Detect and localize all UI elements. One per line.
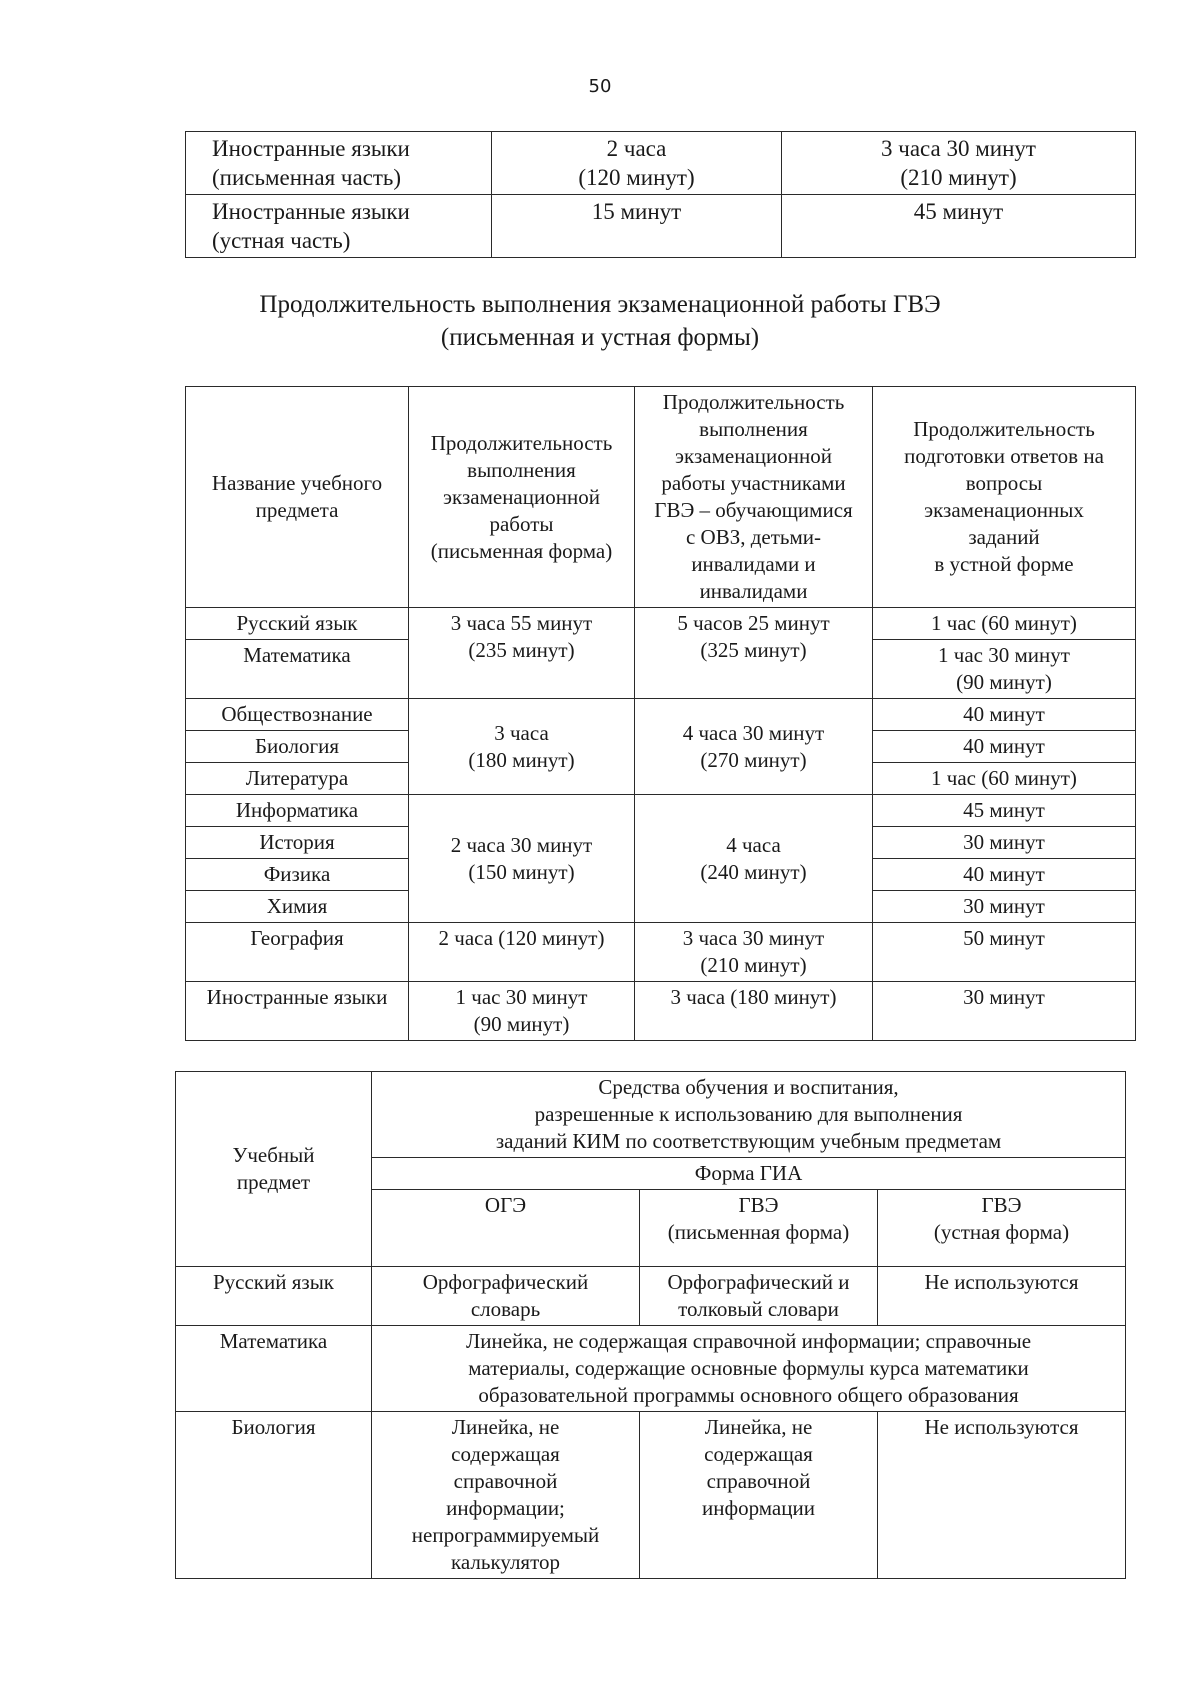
header-cell: Продолжительность выполнения экзаменационной работы (письменная форма): [409, 387, 635, 608]
table-row: [186, 982, 1136, 1041]
subject-header-cell: Учебный предмет: [176, 1072, 372, 1267]
oral-duration-cell: 40 минут: [873, 699, 1136, 731]
means-header-cell: Средства обучения и воспитания, разрешенные к использованию для выполнения заданий КИМ по соответствующим учебным предметам: [372, 1072, 1126, 1158]
heading-line: Продолжительность выполнения экзаменационной работы ГВЭ: [259, 291, 941, 318]
subject-cell: Химия: [186, 891, 409, 923]
means-cell: Орфографический и толковый словари: [640, 1267, 878, 1326]
ovz-duration-cell: 5 часов 25 минут (325 минут): [635, 608, 873, 699]
ovz-duration-cell: 3 часа 30 минут (210 минут): [635, 923, 873, 982]
means-cell: Не используются: [878, 1412, 1126, 1579]
subject-cell: Информатика: [186, 795, 409, 827]
allowed-means-table: [175, 1071, 1126, 1579]
table-row: [186, 195, 1136, 258]
subject-cell: История: [186, 827, 409, 859]
table-row: [186, 795, 1136, 827]
means-cell: Не используются: [878, 1267, 1126, 1326]
header-cell: Название учебного предмета: [186, 387, 409, 608]
oral-duration-cell: 30 минут: [873, 891, 1136, 923]
form-col-cell: ГВЭ (устная форма): [878, 1190, 1126, 1267]
foreign-languages-duration-table: [185, 131, 1136, 258]
subject-cell: Биология: [186, 731, 409, 763]
duration-cell: 15 минут: [492, 195, 782, 258]
header-cell: Продолжительность подготовки ответов на вопросы экзаменационных заданий в устной форме: [873, 387, 1136, 608]
table-row: [176, 1267, 1126, 1326]
form-col-cell: ГВЭ (письменная форма): [640, 1190, 878, 1267]
oral-duration-cell: 40 минут: [873, 731, 1136, 763]
subject-cell: Русский язык: [176, 1267, 372, 1326]
means-cell: Линейка, не содержащая справочной информации: [640, 1412, 878, 1579]
written-duration-cell: 1 час 30 минут (90 минут): [409, 982, 635, 1041]
duration-cell: 3 часа 30 минут (210 минут): [782, 132, 1136, 195]
oral-duration-cell: 40 минут: [873, 859, 1136, 891]
section-heading: [0, 288, 1200, 354]
table-row: [186, 923, 1136, 982]
gve-duration-table: [185, 386, 1136, 1041]
subject-cell: Биология: [176, 1412, 372, 1579]
means-cell: Линейка, не содержащая справочной информации; непрограммируемый калькулятор: [372, 1412, 640, 1579]
written-duration-cell: 3 часа 55 минут (235 минут): [409, 608, 635, 699]
duration-cell: 45 минут: [782, 195, 1136, 258]
subject-cell: Обществознание: [186, 699, 409, 731]
table-row: [186, 608, 1136, 640]
subject-cell: Иностранные языки: [186, 982, 409, 1041]
means-cell: Линейка, не содержащая справочной информации; справочные материалы, содержащие основные формулы курса математики образовательной программы основного общего образования: [372, 1326, 1126, 1412]
written-duration-cell: 2 часа (120 минут): [409, 923, 635, 982]
subject-cell: Физика: [186, 859, 409, 891]
written-duration-cell: 2 часа 30 минут (150 минут): [409, 795, 635, 923]
header-row: [176, 1072, 1126, 1158]
table-row: [186, 132, 1136, 195]
oral-duration-cell: 50 минут: [873, 923, 1136, 982]
page-number: 50: [588, 76, 612, 97]
header-cell: Продолжительность выполнения экзаменационной работы участниками ГВЭ – обучающимися с ОВЗ, детьми- инвалидами и инвалидами: [635, 387, 873, 608]
oral-duration-cell: 1 час 30 минут (90 минут): [873, 640, 1136, 699]
heading-line: (письменная и устная формы): [440, 324, 760, 351]
table-row: [186, 699, 1136, 731]
means-cell: Орфографический словарь: [372, 1267, 640, 1326]
form-col-cell: ОГЭ: [372, 1190, 640, 1267]
subject-cell: География: [186, 923, 409, 982]
subject-cell: Русский язык: [186, 608, 409, 640]
oral-duration-cell: 30 минут: [873, 982, 1136, 1041]
oral-duration-cell: 45 минут: [873, 795, 1136, 827]
table-row: [176, 1326, 1126, 1412]
subject-cell: Литература: [186, 763, 409, 795]
subject-cell: Математика: [186, 640, 409, 699]
written-duration-cell: 3 часа (180 минут): [409, 699, 635, 795]
subject-cell: Иностранные языки (письменная часть): [186, 132, 492, 195]
subject-cell: Математика: [176, 1326, 372, 1412]
duration-cell: 2 часа (120 минут): [492, 132, 782, 195]
oral-duration-cell: 30 минут: [873, 827, 1136, 859]
ovz-duration-cell: 4 часа (240 минут): [635, 795, 873, 923]
subject-cell: Иностранные языки (устная часть): [186, 195, 492, 258]
oral-duration-cell: 1 час (60 минут): [873, 763, 1136, 795]
header-row: [186, 387, 1136, 608]
ovz-duration-cell: 3 часа (180 минут): [635, 982, 873, 1041]
oral-duration-cell: 1 час (60 минут): [873, 608, 1136, 640]
table-row: [176, 1412, 1126, 1579]
form-header-cell: Форма ГИА: [372, 1158, 1126, 1190]
ovz-duration-cell: 4 часа 30 минут (270 минут): [635, 699, 873, 795]
